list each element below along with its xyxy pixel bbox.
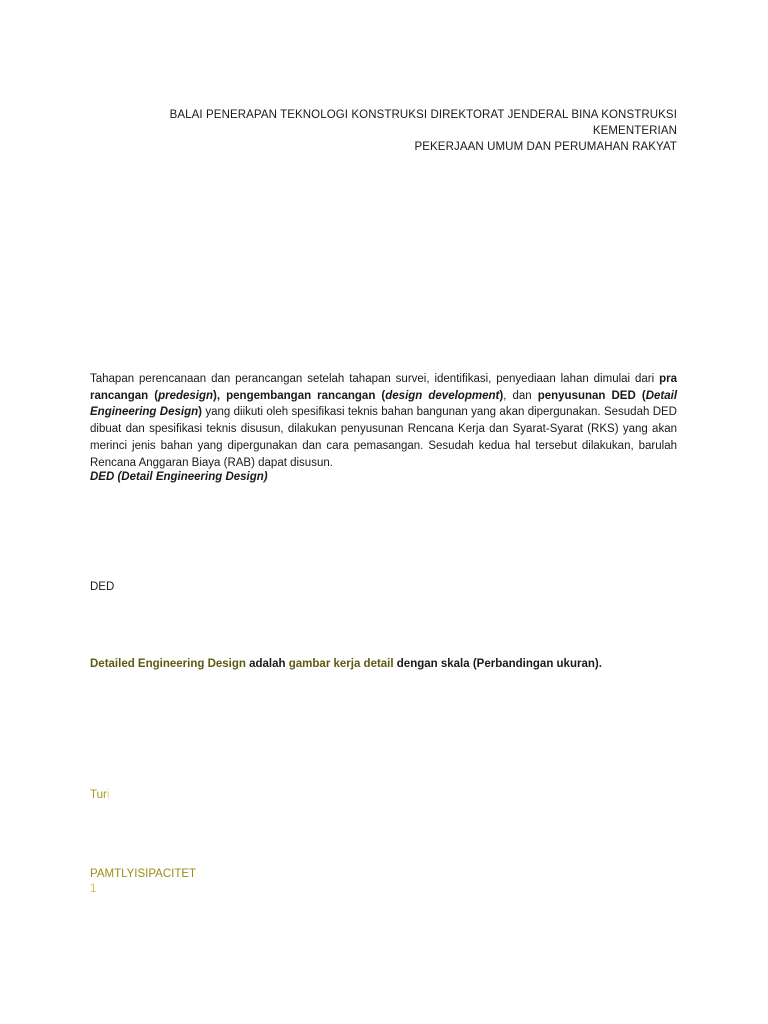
pam-number: 1 (90, 883, 97, 895)
para-bold-5: ) (198, 406, 202, 419)
pam-label: PAMTLYISIPACITET (90, 868, 197, 880)
header-line-2: PEKERJAAN UMUM DAN PERUMAHAN RAKYAT (414, 141, 677, 153)
tur-faint: i (106, 789, 110, 801)
tur-text (90, 789, 109, 801)
definition-line (90, 658, 602, 670)
para-bold-italic-2: design development (385, 389, 500, 402)
para-text-3: yang diikuti oleh spesifikasi teknis bahan bangunan yang akan dipergunakan. Sesudah DED dibuat dan spesifikasi teknis disusun, dilakukan penyusunan Rencana Kerja dan Syarat-Syarat (RKS) yang akan merinci jenis bahan yang dipergunakan dan cara pemasangan. Sesudah kedua hal tersebut dilakukan, barulah Rencana Anggaran Biaya (RAB) dapat disusun. (90, 406, 677, 469)
header-line-1: BALAI PENERAPAN TEKNOLOGI KONSTRUKSI DIREKTORAT JENDERAL BINA KONSTRUKSI KEMENTERIAN (169, 109, 677, 137)
para-bold-italic-3: Detail Engineering Design (90, 389, 678, 419)
definition-mid-2: dengan skala (Perbandingan ukuran). (393, 658, 602, 670)
para-bold-3: ) (499, 389, 504, 402)
para-bold-4: penyusunan DED ( (537, 389, 646, 402)
definition-link[interactable]: gambar kerja detail (288, 658, 394, 670)
document-header (90, 107, 677, 155)
definition-term: Detailed Engineering Design (90, 658, 246, 670)
definition-mid-1: adalah (245, 658, 289, 670)
intro-paragraph (90, 371, 677, 471)
para-text-1: Tahapan perencanaan dan perancangan setelah tahapan survei, identifikasi, penyediaan lahan dimulai dari (90, 373, 660, 385)
para-bold-2: ), pengembangan rancangan ( (213, 389, 386, 402)
section-subtitle: DED (Detail Engineering Design) (90, 471, 268, 483)
para-bold-italic-1: predesign (158, 389, 214, 402)
ded-label: DED (90, 581, 115, 593)
tur-main: Tur (90, 789, 107, 801)
para-bold-1: pra rancangan ( (90, 373, 677, 402)
para-text-2: , dan (503, 389, 538, 402)
pam-text (90, 867, 196, 897)
